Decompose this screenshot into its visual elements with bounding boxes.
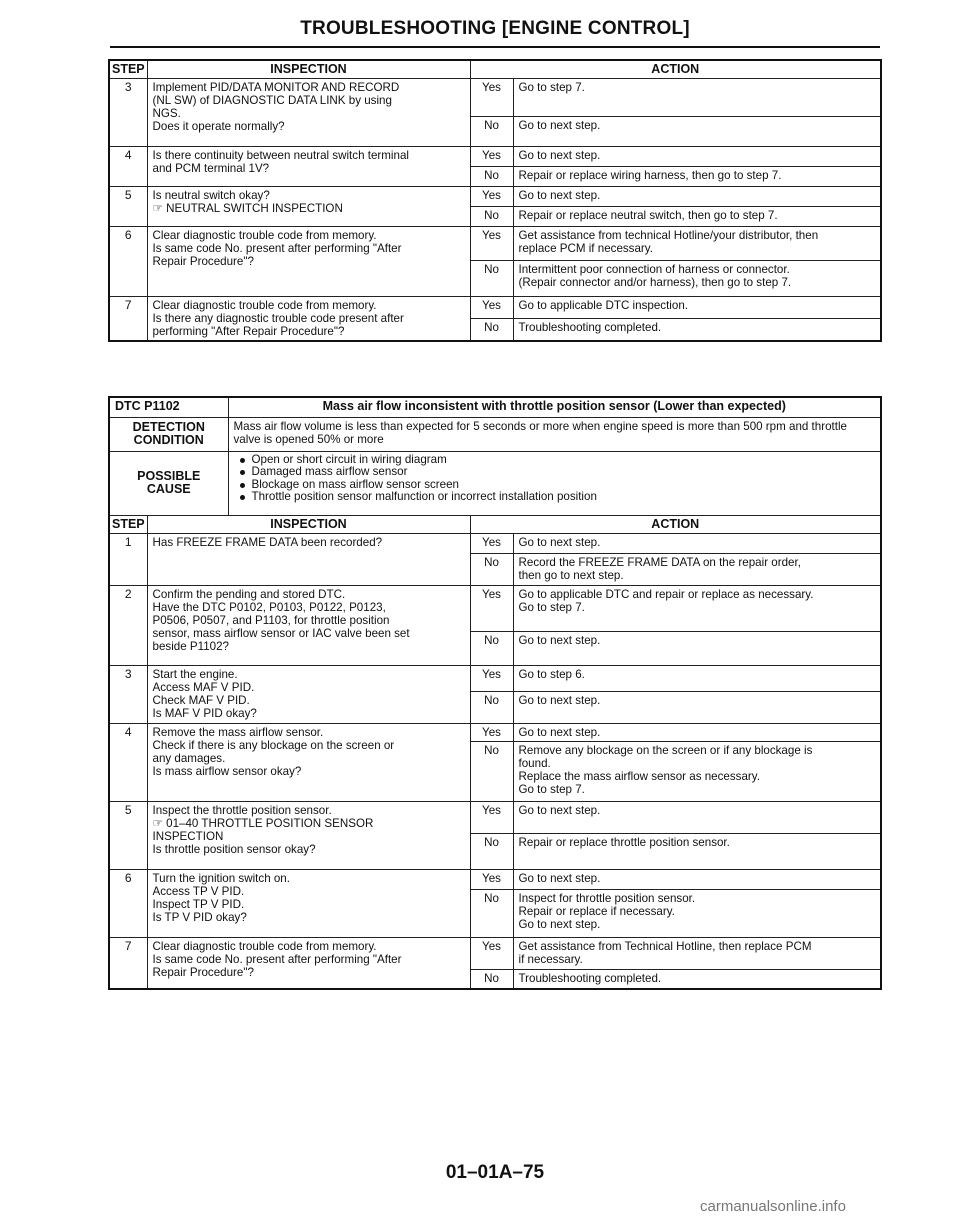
answer-yes: Yes xyxy=(470,869,513,889)
step-number: 5 xyxy=(109,801,147,869)
table2-action-header: ACTION xyxy=(470,515,881,533)
step-number: 3 xyxy=(109,79,147,147)
answer-no: No xyxy=(470,207,513,227)
answer-no: No xyxy=(470,167,513,187)
step-number: 7 xyxy=(109,297,147,342)
table-row xyxy=(109,533,881,553)
cause-item: Blockage on mass airflow sensor screen xyxy=(252,479,876,492)
possible-cause-row xyxy=(109,451,881,515)
step-number: 6 xyxy=(109,869,147,937)
action-text: Intermittent poor connection of harness or connector. (Repair connector and/or harness), then go to step 7. xyxy=(513,261,881,297)
table1-action-header: ACTION xyxy=(470,60,881,79)
action-text: Go to next step. xyxy=(513,801,881,833)
watermark: carmanualsonline.info xyxy=(700,1198,846,1215)
answer-yes: Yes xyxy=(470,533,513,553)
action-text: Go to next step. xyxy=(513,691,881,723)
step-number: 4 xyxy=(109,147,147,187)
table-row xyxy=(109,227,881,261)
table-row xyxy=(109,801,881,833)
inspection-text: Clear diagnostic trouble code from memory. Is same code No. present after performing "After Repair Procedure"? xyxy=(147,227,470,297)
detection-condition-text: Mass air flow volume is less than expected for 5 seconds or more when engine speed is more than 500 rpm and throttle valve is opened 50% or more xyxy=(228,417,881,451)
action-text: Remove any blockage on the screen or if any blockage is found. Replace the mass airflow sensor as necessary. Go to step 7. xyxy=(513,741,881,801)
table-row xyxy=(109,869,881,889)
cause-item: Open or short circuit in wiring diagram xyxy=(252,454,876,467)
action-text: Go to step 6. xyxy=(513,665,881,691)
answer-yes: Yes xyxy=(470,79,513,117)
answer-no: No xyxy=(470,117,513,147)
inspection-text: Remove the mass airflow sensor. Check if there is any blockage on the screen or any damages. Is mass airflow sensor okay? xyxy=(147,723,470,801)
action-text: Go to next step. xyxy=(513,117,881,147)
answer-yes: Yes xyxy=(470,187,513,207)
answer-yes: Yes xyxy=(470,937,513,969)
table1-inspection-header: INSPECTION xyxy=(147,60,470,79)
answer-yes: Yes xyxy=(470,801,513,833)
possible-cause-list-cell xyxy=(228,451,881,515)
cause-item: Damaged mass airflow sensor xyxy=(252,466,876,479)
dtc-code: DTC P1102 xyxy=(109,397,228,417)
step-number: 1 xyxy=(109,533,147,585)
action-text: Go to applicable DTC inspection. xyxy=(513,297,881,319)
page-number: 01–01A–75 xyxy=(445,1162,545,1183)
answer-yes: Yes xyxy=(470,227,513,261)
action-text: Inspect for throttle position sensor. Repair or replace if necessary. Go to next step. xyxy=(513,889,881,937)
detection-condition-row xyxy=(109,417,881,451)
answer-yes: Yes xyxy=(470,585,513,631)
answer-yes: Yes xyxy=(470,147,513,167)
answer-yes: Yes xyxy=(470,297,513,319)
action-text: Get assistance from Technical Hotline, then replace PCM if necessary. xyxy=(513,937,881,969)
answer-no: No xyxy=(470,691,513,723)
answer-no: No xyxy=(470,969,513,989)
table2-step-header: STEP xyxy=(109,515,147,533)
table-row xyxy=(109,79,881,117)
inspection-text: Clear diagnostic trouble code from memory. Is there any diagnostic trouble code present after performing "After Repair Procedure"? xyxy=(147,297,470,342)
table-row xyxy=(109,723,881,741)
answer-no: No xyxy=(470,261,513,297)
action-text: Record the FREEZE FRAME DATA on the repair order, then go to next step. xyxy=(513,553,881,585)
inspection-text: Confirm the pending and stored DTC. Have the DTC P0102, P0103, P0122, P0123, P0506, P0507, and P1103, for throttle position sensor, mass airflow sensor or IAC valve been set beside P1102? xyxy=(147,585,470,665)
action-text: Troubleshooting completed. xyxy=(513,969,881,989)
inspection-text: Is there continuity between neutral switch terminal and PCM terminal 1V? xyxy=(147,147,470,187)
detection-condition-label: DETECTION CONDITION xyxy=(109,417,228,451)
table1-header-row xyxy=(109,60,881,79)
action-text: Go to applicable DTC and repair or replace as necessary. Go to step 7. xyxy=(513,585,881,631)
possible-cause-list xyxy=(234,454,876,504)
table2-inspection-header: INSPECTION xyxy=(147,515,470,533)
answer-no: No xyxy=(470,741,513,801)
action-text: Go to next step. xyxy=(513,533,881,553)
inspection-text: Is neutral switch okay? ☞ NEUTRAL SWITCH INSPECTION xyxy=(147,187,470,227)
answer-no: No xyxy=(470,319,513,341)
step-number: 7 xyxy=(109,937,147,989)
table-row xyxy=(109,297,881,319)
dtc-title: Mass air flow inconsistent with throttle position sensor (Lower than expected) xyxy=(228,397,881,417)
action-text: Troubleshooting completed. xyxy=(513,319,881,341)
table1-step-header: STEP xyxy=(109,60,147,79)
page-header: TROUBLESHOOTING [ENGINE CONTROL] xyxy=(300,18,690,39)
step-number: 4 xyxy=(109,723,147,801)
action-text: Repair or replace wiring harness, then go to step 7. xyxy=(513,167,881,187)
troubleshooting-table-continued xyxy=(108,59,882,342)
action-text: Repair or replace neutral switch, then go to step 7. xyxy=(513,207,881,227)
table-row xyxy=(109,147,881,167)
table2-header-row xyxy=(109,515,881,533)
inspection-text: Has FREEZE FRAME DATA been recorded? xyxy=(147,533,470,585)
header-rule xyxy=(110,46,880,48)
table-row xyxy=(109,665,881,691)
answer-yes: Yes xyxy=(470,665,513,691)
inspection-text: Clear diagnostic trouble code from memory. Is same code No. present after performing "After Repair Procedure"? xyxy=(147,937,470,989)
step-number: 6 xyxy=(109,227,147,297)
inspection-text: Turn the ignition switch on. Access TP V PID. Inspect TP V PID. Is TP V PID okay? xyxy=(147,869,470,937)
inspection-text: Inspect the throttle position sensor. ☞ 01–40 THROTTLE POSITION SENSOR INSPECTION Is throttle position sensor okay? xyxy=(147,801,470,869)
table-row xyxy=(109,937,881,969)
action-text: Get assistance from technical Hotline/your distributor, then replace PCM if necessary. xyxy=(513,227,881,261)
step-number: 5 xyxy=(109,187,147,227)
dtc-header-row xyxy=(109,397,881,417)
step-number: 2 xyxy=(109,585,147,665)
possible-cause-label: POSSIBLE CAUSE xyxy=(109,451,228,515)
answer-no: No xyxy=(470,889,513,937)
answer-no: No xyxy=(470,833,513,869)
action-text: Go to next step. xyxy=(513,147,881,167)
action-text: Go to next step. xyxy=(513,631,881,665)
action-text: Go to next step. xyxy=(513,723,881,741)
answer-no: No xyxy=(470,553,513,585)
table-row xyxy=(109,187,881,207)
step-number: 3 xyxy=(109,665,147,723)
action-text: Go to step 7. xyxy=(513,79,881,117)
answer-yes: Yes xyxy=(470,723,513,741)
answer-no: No xyxy=(470,631,513,665)
cause-item: Throttle position sensor malfunction or incorrect installation position xyxy=(252,491,876,504)
action-text: Go to next step. xyxy=(513,869,881,889)
inspection-text: Implement PID/DATA MONITOR AND RECORD (NL SW) of DIAGNOSTIC DATA LINK by using NGS. Does it operate normally? xyxy=(147,79,470,147)
inspection-text: Start the engine. Access MAF V PID. Check MAF V PID. Is MAF V PID okay? xyxy=(147,665,470,723)
dtc-p1102-table xyxy=(108,396,882,990)
action-text: Repair or replace throttle position sensor. xyxy=(513,833,881,869)
table-row xyxy=(109,585,881,631)
action-text: Go to next step. xyxy=(513,187,881,207)
